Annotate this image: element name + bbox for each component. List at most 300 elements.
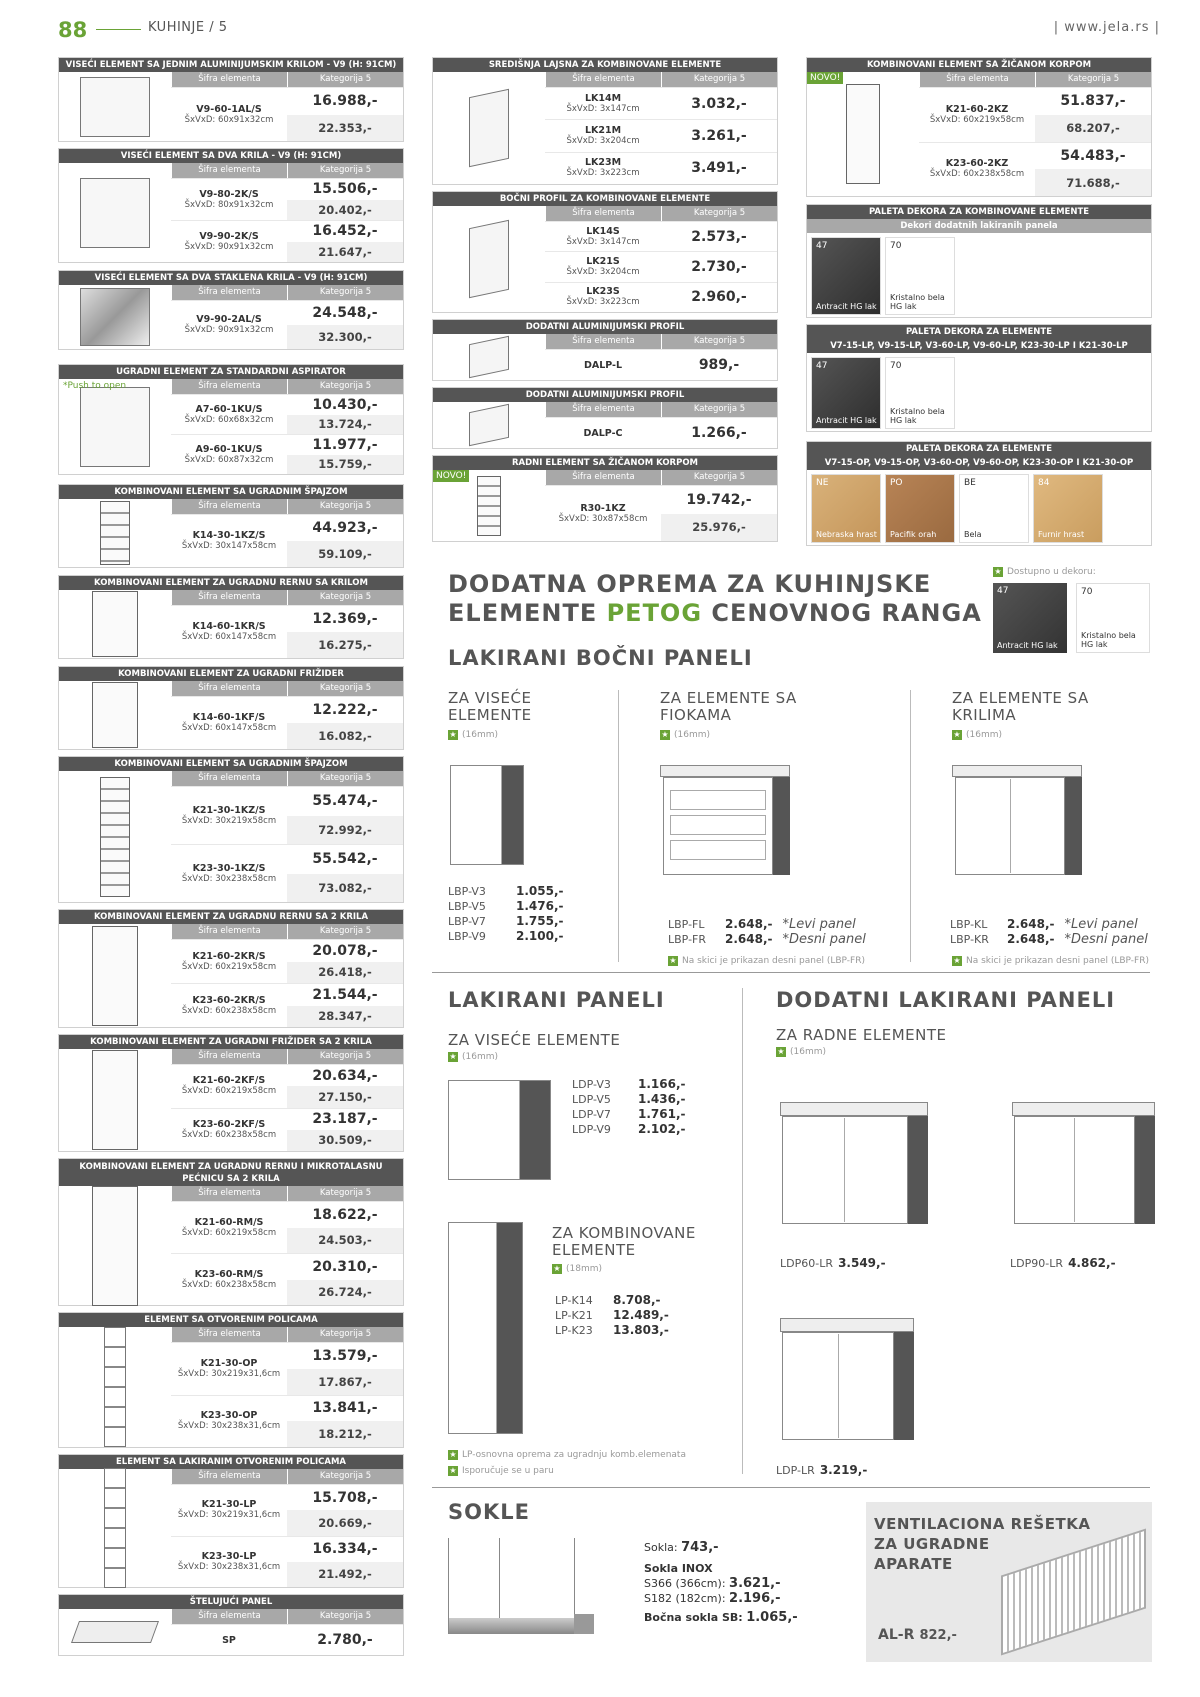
dimensions: ŠxVxD: 90x91x32cm bbox=[184, 325, 274, 335]
table-row[interactable] bbox=[171, 844, 403, 902]
col-kategorija: Kategorija 5 bbox=[662, 72, 777, 87]
price-regular: 20.078,- bbox=[312, 942, 378, 959]
box-title: KOMBINOVANI ELEMENT ZA UGRADNU RERNU SA KRILOM bbox=[59, 576, 403, 590]
new-badge: NOVO! bbox=[433, 470, 469, 482]
col-sifra: Šifra elementa bbox=[172, 163, 287, 178]
table-row[interactable] bbox=[171, 300, 403, 349]
box-title: KOMBINOVANI ELEMENT SA UGRADNIM ŠPAJZOM bbox=[59, 757, 403, 771]
product-code: V9-80-2K/S bbox=[199, 188, 259, 200]
price-cell bbox=[287, 1254, 403, 1305]
product-code: LK23S bbox=[586, 286, 620, 298]
price-table bbox=[545, 206, 777, 312]
price-alt: 68.207,- bbox=[1035, 115, 1151, 142]
table-row[interactable] bbox=[171, 605, 403, 658]
code-cell bbox=[171, 1202, 287, 1253]
product-image bbox=[80, 387, 150, 467]
dimensions: ŠxVxD: 60x147x58cm bbox=[181, 632, 277, 642]
code-cell bbox=[171, 179, 287, 220]
decor-label: Pacifik orah bbox=[890, 530, 937, 539]
dlp90-sketch bbox=[1012, 1102, 1157, 1227]
price-cell bbox=[287, 221, 403, 262]
dimensions: ŠxVxD: 30x219x58cm bbox=[181, 815, 277, 826]
lp-title: LAKIRANI PANELI bbox=[448, 988, 665, 1012]
product-box bbox=[58, 148, 404, 263]
dimensions: ŠxVxD: 30x219x31,6cm bbox=[177, 1510, 281, 1521]
price-cell bbox=[287, 697, 403, 749]
lbp-title: LAKIRANI BOČNI PANELI bbox=[448, 646, 753, 670]
price-cell bbox=[287, 515, 403, 567]
box-title: KOMBINOVANI ELEMENT ZA UGRADNI FRIŽIDER SA 2 KRILA bbox=[59, 1035, 403, 1049]
price-table bbox=[171, 163, 403, 262]
table-row[interactable] bbox=[171, 786, 403, 844]
table-header bbox=[545, 72, 777, 87]
price-cell bbox=[1035, 143, 1151, 197]
lp-sub2: ZA KOMBINOVANE ELEMENTE bbox=[552, 1224, 696, 1259]
product-code: K23-60-RM/S bbox=[194, 1268, 264, 1280]
product-image bbox=[100, 501, 130, 565]
product-box bbox=[58, 575, 404, 659]
product-code: K21-30-OP bbox=[200, 1357, 258, 1369]
product-code: K21-60-2KR/S bbox=[192, 950, 266, 962]
oprema-title bbox=[448, 570, 982, 628]
code-cell bbox=[545, 88, 661, 119]
image-cell bbox=[433, 206, 545, 312]
col-kategorija: Kategorija 5 bbox=[288, 681, 403, 696]
table-row[interactable] bbox=[171, 983, 403, 1027]
price-regular: 12.222,- bbox=[312, 702, 378, 718]
lp-note1: ★ LP-osnovna oprema za ugradnju komb.elemenata bbox=[449, 1450, 686, 1460]
dimensions: ŠxVxD: 30x219x31,6cm bbox=[177, 1368, 281, 1379]
dlp-lr-price: LDP-LR 3.219,- bbox=[776, 1463, 868, 1477]
palette-subtitle: Dekori dodatnih lakiranih panela bbox=[807, 219, 1151, 233]
dimensions: ŠxVxD: 3x223cm bbox=[566, 297, 640, 308]
website-link[interactable]: | www.jela.rs | bbox=[1053, 20, 1160, 35]
product-image bbox=[104, 1327, 126, 1447]
product-code: K23-60-2KF/S bbox=[192, 1118, 266, 1130]
decor-label: Antracit HG lak bbox=[816, 302, 877, 311]
table-header bbox=[545, 334, 777, 349]
price-table bbox=[171, 590, 403, 658]
dimensions: ŠxVxD: 60x68x32cm bbox=[184, 414, 274, 425]
table-row[interactable] bbox=[171, 178, 403, 220]
product-image bbox=[80, 178, 150, 248]
price-cell: 3.491,- bbox=[691, 160, 747, 177]
dimensions: ŠxVxD: 60x87x32cm bbox=[184, 454, 274, 465]
product-code: K23-30-LP bbox=[201, 1550, 257, 1562]
image-cell bbox=[59, 590, 171, 658]
price-alt: 18.212,- bbox=[287, 1421, 403, 1447]
product-body bbox=[59, 1186, 403, 1305]
table-row[interactable] bbox=[545, 119, 777, 151]
sokle-title: SOKLE bbox=[448, 1500, 530, 1524]
price-regular: 51.837,- bbox=[1060, 93, 1126, 110]
product-code: R30-1KZ bbox=[580, 502, 626, 514]
price-alt: 21.492,- bbox=[287, 1562, 403, 1587]
price-cell bbox=[287, 787, 403, 844]
table-row[interactable] bbox=[171, 1395, 403, 1448]
product-code: DALP-L bbox=[583, 359, 623, 371]
table-row[interactable] bbox=[171, 434, 403, 474]
palette-box bbox=[806, 324, 1152, 432]
table-row[interactable] bbox=[545, 152, 777, 184]
product-image bbox=[92, 1050, 138, 1150]
palette-title: PALETA DEKORA ZA KOMBINOVANE ELEMENTE bbox=[807, 205, 1151, 219]
vent-price: AL-R 822,- bbox=[878, 1627, 957, 1643]
product-body bbox=[433, 206, 777, 312]
col-sifra: Šifra elementa bbox=[172, 1469, 287, 1484]
price-alt: 21.647,- bbox=[287, 242, 403, 263]
box-title: KOMBINOVANI ELEMENT ZA UGRADNU RERNU SA 2 KRILA bbox=[59, 910, 403, 924]
divider bbox=[742, 988, 743, 1474]
price-table bbox=[171, 285, 403, 349]
dimensions: ŠxVxD: 60x219x58cm bbox=[181, 1086, 277, 1097]
image-cell bbox=[59, 1327, 171, 1447]
code-cell bbox=[171, 1254, 287, 1305]
table-row[interactable] bbox=[171, 1253, 403, 1305]
col-kategorija: Kategorija 5 bbox=[1036, 72, 1151, 87]
product-image bbox=[469, 404, 509, 447]
price-cell bbox=[287, 940, 403, 983]
dimensions: ŠxVxD: 30x238x58cm bbox=[181, 873, 277, 884]
price-cell bbox=[287, 179, 403, 220]
decor-swatch bbox=[959, 474, 1029, 543]
sokle-prices: Sokla: 743,- Sokla INOX S366 (366cm): 3.621,- S182 (182cm): 2.196,- Bočna sokla SB: 1.065,- bbox=[644, 1540, 798, 1625]
table-header bbox=[171, 1469, 403, 1484]
table-row[interactable] bbox=[171, 1624, 403, 1655]
code-cell bbox=[171, 515, 287, 567]
lbp-col2-title: ZA ELEMENTE SA FIOKAMA bbox=[660, 689, 797, 724]
product-body bbox=[59, 1049, 403, 1151]
col-kategorija: Kategorija 5 bbox=[662, 334, 777, 349]
price-regular: 44.923,- bbox=[312, 520, 378, 536]
product-code: K14-30-1KZ/S bbox=[192, 530, 266, 541]
lp-sub: ZA VISEĆE ELEMENTE bbox=[448, 1031, 621, 1049]
product-body bbox=[433, 72, 777, 184]
image-cell bbox=[59, 379, 171, 474]
table-row[interactable] bbox=[545, 221, 777, 251]
product-box bbox=[58, 666, 404, 750]
header-rule bbox=[96, 29, 141, 30]
price-cell bbox=[287, 1625, 403, 1655]
product-box bbox=[58, 909, 404, 1028]
lbp-v-prices: LBP-V3 LBP-V5 LBP-V7 LBP-V9 1.055,- 1.476,- 1.755,- 2.100,- bbox=[448, 884, 564, 943]
lbp-fiokama-sketch bbox=[660, 765, 792, 890]
code-cell bbox=[545, 153, 661, 184]
product-body bbox=[59, 1469, 403, 1587]
box-title: RADNI ELEMENT SA ŽIČANOM KORPOM bbox=[433, 456, 777, 470]
price-alt: 26.724,- bbox=[287, 1280, 403, 1306]
price-alt: 26.418,- bbox=[287, 962, 403, 984]
product-body bbox=[433, 402, 777, 448]
price-table bbox=[545, 402, 777, 448]
col-sifra: Šifra elementa bbox=[172, 499, 287, 514]
col-kategorija: Kategorija 5 bbox=[288, 72, 403, 87]
product-code: K21-60-RM/S bbox=[194, 1216, 264, 1228]
lp-v-sketch bbox=[448, 1080, 551, 1180]
lp-mm: ★ (16mm) bbox=[449, 1052, 499, 1062]
dlp-mm: ★ (16mm) bbox=[777, 1047, 827, 1057]
new-badge: NOVO! bbox=[807, 72, 843, 84]
price-table bbox=[171, 771, 403, 902]
price-cell bbox=[287, 88, 403, 141]
box-title: DODATNI ALUMINIJUMSKI PROFIL bbox=[433, 388, 777, 402]
product-body bbox=[433, 470, 777, 541]
price-regular: 11.977,- bbox=[312, 436, 378, 453]
lbp-k-note: ★ Na skici je prikazan desni panel (LBP-FR) bbox=[953, 956, 1149, 966]
table-header bbox=[545, 206, 777, 221]
section-title: KUHINJE / 5 bbox=[148, 20, 228, 35]
palette-title: PALETA DEKORA ZA ELEMENTE bbox=[807, 442, 1151, 456]
page-number: 88 bbox=[58, 18, 88, 42]
product-image bbox=[71, 1621, 159, 1643]
dimensions: ŠxVxD: 30x238x31,6cm bbox=[177, 1561, 281, 1572]
price-cell bbox=[287, 301, 403, 349]
col-kategorija: Kategorija 5 bbox=[662, 402, 777, 417]
image-cell bbox=[59, 924, 171, 1027]
product-body bbox=[59, 72, 403, 141]
product-image bbox=[80, 288, 150, 346]
price-alt: 17.867,- bbox=[287, 1369, 403, 1395]
code-cell bbox=[171, 435, 287, 474]
col-sifra: Šifra elementa bbox=[172, 1186, 287, 1201]
col-sifra: Šifra elementa bbox=[172, 681, 287, 696]
table-row[interactable] bbox=[171, 1484, 403, 1536]
code-cell bbox=[171, 395, 287, 434]
lp-v-prices: LDP-V3 LDP-V5 LDP-V7 LDP-V9 1.166,- 1.436,- 1.761,- 2.102,- bbox=[572, 1077, 686, 1136]
box-title: KOMBINOVANI ELEMENT ZA UGRADNI FRIŽIDER bbox=[59, 667, 403, 681]
table-row[interactable] bbox=[171, 1108, 403, 1152]
table-row[interactable] bbox=[171, 696, 403, 749]
product-body bbox=[59, 1609, 403, 1655]
lbp-f-note: ★ Na skici je prikazan desni panel (LBP-FR) bbox=[669, 956, 865, 966]
code-cell bbox=[545, 252, 661, 281]
price-table bbox=[171, 379, 403, 474]
product-box bbox=[58, 756, 404, 903]
table-row[interactable] bbox=[171, 1536, 403, 1588]
dimensions: ŠxVxD: 60x91x32cm bbox=[184, 114, 274, 125]
product-image bbox=[80, 77, 150, 137]
table-row[interactable] bbox=[171, 514, 403, 567]
col-kategorija: Kategorija 5 bbox=[288, 1049, 403, 1064]
price-regular: 55.474,- bbox=[312, 793, 378, 810]
table-row[interactable] bbox=[171, 939, 403, 983]
decor-label: Furnir hrast bbox=[1038, 530, 1085, 539]
decor-code: 47 bbox=[816, 361, 828, 371]
decor-code: PO bbox=[890, 478, 903, 488]
swatch-kristalno-bela: 70 Kristalno bela HG lak bbox=[1076, 583, 1150, 653]
image-cell bbox=[59, 72, 171, 141]
product-image bbox=[92, 1186, 138, 1306]
price-cell: 1.266,- bbox=[691, 425, 747, 441]
table-row[interactable] bbox=[171, 87, 403, 141]
col-sifra: Šifra elementa bbox=[172, 1327, 287, 1342]
table-row[interactable] bbox=[171, 1342, 403, 1395]
table-row[interactable] bbox=[171, 394, 403, 434]
col-sifra: Šifra elementa bbox=[546, 470, 661, 485]
price-alt: 72.992,- bbox=[287, 816, 403, 845]
lbp-col1-title: ZA VISEĆE ELEMENTE bbox=[448, 689, 532, 724]
table-row[interactable] bbox=[545, 417, 777, 448]
product-code: K21-60-2KZ bbox=[945, 103, 1009, 115]
product-image bbox=[92, 682, 138, 748]
price-table bbox=[171, 499, 403, 567]
price-table bbox=[171, 1469, 403, 1587]
product-box bbox=[58, 1312, 404, 1448]
product-image bbox=[469, 220, 509, 299]
price-alt: 28.347,- bbox=[287, 1006, 403, 1028]
image-cell bbox=[59, 681, 171, 749]
table-row[interactable] bbox=[545, 87, 777, 119]
price-cell: 2.730,- bbox=[691, 258, 747, 275]
price-alt: 16.275,- bbox=[287, 632, 403, 658]
dimensions: ŠxVxD: 60x219x58cm bbox=[181, 1227, 277, 1238]
col-kategorija: Kategorija 5 bbox=[288, 590, 403, 605]
product-image bbox=[100, 777, 130, 897]
price-table bbox=[171, 681, 403, 749]
col-sifra: Šifra elementa bbox=[546, 206, 661, 221]
col-sifra: Šifra elementa bbox=[172, 1609, 287, 1624]
price-regular: 20.310,- bbox=[312, 1258, 378, 1275]
decor-swatch bbox=[811, 357, 881, 429]
price-alt: 59.109,- bbox=[287, 541, 403, 567]
product-body bbox=[59, 499, 403, 567]
col-sifra: Šifra elementa bbox=[920, 72, 1035, 87]
price-cell bbox=[287, 395, 403, 434]
product-body bbox=[59, 1327, 403, 1447]
dlp60-price: LDP60-LR 3.549,- bbox=[780, 1256, 886, 1270]
lbp-krila-sketch bbox=[952, 765, 1084, 890]
price-cell bbox=[1035, 88, 1151, 142]
price-cell bbox=[287, 1109, 403, 1152]
price-table bbox=[171, 924, 403, 1027]
product-body bbox=[59, 163, 403, 262]
product-image bbox=[477, 476, 501, 536]
decor-label: Nebraska hrast bbox=[816, 530, 877, 539]
table-row[interactable] bbox=[171, 1201, 403, 1253]
price-alt: 73.082,- bbox=[287, 874, 403, 903]
table-row[interactable] bbox=[545, 485, 777, 541]
decor-code: 47 bbox=[816, 241, 828, 251]
col-sifra: Šifra elementa bbox=[172, 379, 287, 394]
dlp90-price: LDP90-LR 4.862,- bbox=[1010, 1256, 1116, 1270]
code-cell bbox=[919, 88, 1035, 142]
price-cell bbox=[287, 984, 403, 1027]
box-title: VISEĆI ELEMENT SA JEDNIM ALUMINIJUMSKIM KRILOM - V9 (H: 91CM) bbox=[59, 58, 403, 72]
product-body bbox=[433, 334, 777, 380]
price-regular: 20.634,- bbox=[312, 1067, 378, 1084]
dlp-sub: ZA RADNE ELEMENTE bbox=[776, 1026, 947, 1044]
col-sifra: Šifra elementa bbox=[546, 72, 661, 87]
box-title: DODATNI ALUMINIJUMSKI PROFIL bbox=[433, 320, 777, 334]
col-sifra: Šifra elementa bbox=[172, 924, 287, 939]
code-cell bbox=[545, 222, 661, 251]
decor-code: BE bbox=[964, 478, 976, 488]
table-row[interactable] bbox=[171, 220, 403, 262]
table-header bbox=[171, 163, 403, 178]
price-cell bbox=[661, 486, 777, 541]
product-box bbox=[58, 57, 404, 142]
code-cell bbox=[919, 143, 1035, 197]
dimensions: ŠxVxD: 60x238x58cm bbox=[929, 169, 1025, 180]
price-table bbox=[919, 72, 1151, 196]
vent-title-1: VENTILACIONA REŠETKA bbox=[874, 1515, 1091, 1533]
image-cell bbox=[59, 499, 171, 567]
code-cell bbox=[545, 120, 661, 151]
table-row[interactable] bbox=[545, 282, 777, 312]
table-row[interactable] bbox=[919, 87, 1151, 142]
lp-k-prices: LP-K14 LP-K21 LP-K23 8.708,- 12.489,- 13.803,- bbox=[555, 1293, 669, 1337]
product-code: K21-60-2KF/S bbox=[192, 1075, 266, 1087]
sokle-sketch bbox=[448, 1538, 628, 1634]
col-sifra: Šifra elementa bbox=[172, 771, 287, 786]
code-cell bbox=[171, 845, 287, 902]
table-header bbox=[171, 1186, 403, 1201]
price-cell: 2.960,- bbox=[691, 289, 747, 306]
image-cell bbox=[433, 402, 545, 448]
code-cell bbox=[171, 1396, 287, 1448]
decor-label: Kristalno bela HG lak bbox=[890, 293, 945, 311]
decor-swatch bbox=[1033, 474, 1103, 543]
image-cell bbox=[807, 72, 919, 196]
divider bbox=[432, 972, 1150, 973]
price-alt: 15.759,- bbox=[287, 455, 403, 475]
product-code: LK21S bbox=[586, 255, 620, 267]
lp-mm18: ★ (18mm) bbox=[553, 1264, 603, 1274]
code-cell bbox=[545, 486, 661, 541]
image-cell bbox=[59, 163, 171, 262]
product-code: K21-30-1KZ/S bbox=[192, 804, 266, 816]
col-sifra: Šifra elementa bbox=[546, 334, 661, 349]
lp-note2: ★ Isporučuje se u paru bbox=[449, 1466, 554, 1476]
product-code: K23-60-2KR/S bbox=[192, 994, 266, 1006]
table-row[interactable] bbox=[919, 142, 1151, 197]
price-regular: 16.452,- bbox=[312, 223, 378, 240]
dimensions: ŠxVxD: 80x91x32cm bbox=[184, 199, 274, 210]
palette-box bbox=[806, 441, 1152, 546]
product-code: V9-90-2AL/S bbox=[196, 314, 262, 325]
price-alt: 30.509,- bbox=[287, 1130, 403, 1151]
product-box bbox=[432, 191, 778, 313]
dimensions: ŠxVxD: 3x204cm bbox=[566, 266, 640, 277]
dimensions: ŠxVxD: 30x87x58cm bbox=[558, 513, 648, 524]
code-cell bbox=[171, 221, 287, 262]
lbp-col3-mm: ★ (16mm) bbox=[953, 730, 1003, 740]
dlp-lr-sketch bbox=[780, 1318, 916, 1443]
table-header bbox=[171, 590, 403, 605]
price-regular: 15.708,- bbox=[312, 1489, 378, 1506]
price-alt: 20.669,- bbox=[287, 1510, 403, 1535]
table-header bbox=[171, 1327, 403, 1342]
product-code: V9-90-2K/S bbox=[199, 230, 259, 242]
product-code: K21-30-LP bbox=[201, 1499, 257, 1511]
table-row[interactable] bbox=[545, 349, 777, 380]
col-kategorija: Kategorija 5 bbox=[662, 206, 777, 221]
table-row[interactable] bbox=[545, 251, 777, 281]
push-to-open-note: *Push to open bbox=[63, 381, 127, 391]
lbp-v-sketch bbox=[450, 765, 524, 865]
price-regular: 24.548,- bbox=[312, 305, 378, 321]
vent-title-3: APARATE bbox=[874, 1555, 953, 1573]
price-cell: 2.573,- bbox=[691, 228, 747, 245]
box-title: ELEMENT SA LAKIRANIM OTVORENIM POLICAMA bbox=[59, 1455, 403, 1469]
image-cell bbox=[433, 334, 545, 380]
table-row[interactable] bbox=[171, 1064, 403, 1108]
product-box bbox=[58, 364, 404, 475]
price-regular: 2.780,- bbox=[317, 1632, 373, 1648]
table-header bbox=[171, 72, 403, 87]
price-cell bbox=[287, 606, 403, 658]
price-regular: 13.841,- bbox=[312, 1400, 378, 1417]
